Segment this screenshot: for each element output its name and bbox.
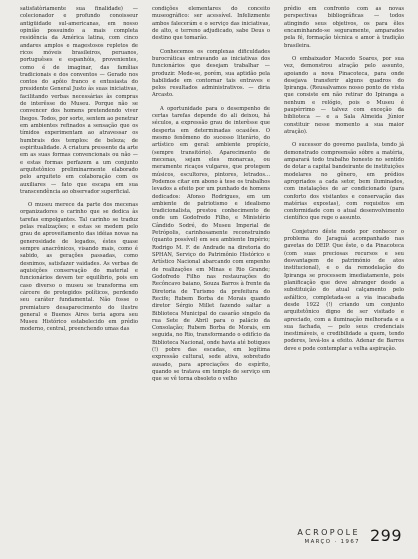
paragraph: O museu merece da parte dos mecenas organizadores o carinho que se dedica às tarefas empolgantes. Tal carinho se traduz pelas realizações; e estas se medem pelo grau de aproveitamento das idéias novas na generosidade de legados, éstes quase sempre anacrônicos, visando mais, como é sabido, as gerações passadas, como desnimos, satisfazer vaidades. As verbas de aquisições conservação do material e funcionários devem ter equilíbrio, pois em caso diverso o museu se transforma em cárcere de protegidos políticos, perdendo seu caráter fundamental. Não fosse o premiaturo desaparecimento do ilustre general e Buenos Aires teria agora seu Museu Histórico estabelecido em prédio moderno, central, preenchendo umas das: [20, 202, 138, 333]
text-column-3: [284, 6, 404, 353]
paragraph: Conjeturo dêste modo por conhecer o problema do Jaraguá acompanhado nas gavetas do DEIP. Que êste, o da Pinacoteca (com suas preciosas recursos e seu desvantagem de património de atos institucional), e o da remodelação do Ipiranga se processem imediatamente, pois planificação que deve abranger desde a substituição do atual calçamento pelo asfáltico, completada-se a via inacabada desde 1922 (!) criando um conjunto arquitetônico digno de ser visitado e apreciado, com a iluminação melhorada e a sua fachada, — pelo seus credenciais inestimáveis, e credibilidade a quem, tendo poderes, levá-los a efeito. Adenar de Barros deve e pode contemplar a velha aspiração.: [284, 228, 404, 352]
paragraph: O sucessor do governo paulista, tendo já demonstrado compreensão sóbre a matéria, amparará todo trabalho honesto no sentido de dotar a capital bandeirante de instituições modelares no gênero, em prédios apropriados a cada setor, bem iluminados, com instalações de ar condicionado (para conforto dos visitantes e conservação das matérias expostas), com requisitos em conformidade com o atual desenvolvimento científico que rege o assunto.: [284, 142, 404, 222]
paragraph: condições elementares do conceito museográfico: ser acessível. Infelizmente ambos falecerám e o serviço das iniciativas, de alto, e terreno adjudicado, sabe Deus o destino que tomarão.: [152, 6, 270, 42]
text-column-2: [152, 6, 270, 384]
paragraph: satisfatòriamente sua finalidade) — colecionador e profundo conoisseur antigüidade sul-americanas, em nosso opinião possuindo a mais completa residência da América latina, com cinco andares amplos e magestosos repletos de ricos móveis brasileiros, peruanos, portuguêses e espanhóis, provenientes, como é de imaginar, das famílias tradicionais e dos conventos — Gerado nos contos do apôio franco e entusiasta do presidente General Justo às suas iniciativas, facilitando verbas necessárias às compras de interêsse do Museu. Porque não se convencer dos homens pretendendo viver lhegos. Todos, por sorte, sentem ao penetrar em ambientes refinados a sensação que os tímidos experimentam ao atravessar os humbrais dos templos: de beleza; de espiritualidade. A criatura pressente da arte em as suas formas convencionais ou não — e estas formas perfazem a um conjunto arquitetônico preliminarmente elaborado pelo arquiteto em colaboração com os auxiliares — fato que escapa em sua transcendência ao observador superficial.: [20, 6, 138, 195]
magazine-masthead: [297, 528, 360, 545]
paragraph: prédio em confronto com as novas perspectivas bibliográficas — todos atingindo seus objetivos, os para êles encaminhando-se seguramente, amparados pela fé, formação técnica e amor à tradição brasileira.: [284, 6, 404, 49]
paragraph: A oportunidade para o desempenho de certas tarefas depende do ali deixou, há séculos, a expressão grau de interêsse que desperta em determinadas ocasiões. O mesmo fenômeno do sucesso literário, do artístico em geral: ambiente propício, (sempre transitório). Aparecimento de mecenas, sejam eles monarcas, ou meramente ricaços vulgares, que protegem músicos, escultores, pintores, letrados... Podemos citar em abono à tese os trabalhos levados a efeito por um punhado de homens dedicados: Afonso Rodrigues, em um ambiente de patriotismo e idealismo tradicionalista, prestou conhecimento de onde um Godofredo Filho, e Ministério Cândido Sodré, do Museu Imperial de Petrópolis, carinhosamente reconstruindo (quanto possível) em seu ambiente Império; Rodrigo M. F. de Andrade na diretoria do SPHAN, Serviço do Patrimônio Histórico e Artístico Nacional abarcando com empenho de realizações em Minas e Rio Grande; Godofredo Filho nas restaurações do Recôncavo baiano, Souza Barros à frente da Diretoria de Turismo da prefeitura do Recife; Rubem Borba de Morais quando diretor Sérgio Millet fazendo saltar a Biblioteca Municipal do casarão singelo da rua Sete de Abril para o palácio da Consolação; Rubem Borba de Morais, em seguida, no Rio, transformando o edifício da Biblioteca Nacional, onde havia até botiques (!) pobre das escadas, em legítima expressão cultural, sede ativa, sobretudo ausado, para apreciações do espírito, quando se tratava em templo de serviço em que se vê torna obsoleto o velho: [152, 105, 270, 383]
text-column-1: [20, 6, 138, 334]
issue-date: MARÇO · 1967: [304, 539, 360, 545]
paragraph: O embaixador Macedo Soares, por sua vez, demonstrou atração pelo assunto, apoiando a nova Pinacoteca, para onde desejava transferir alguns quadros do Ipiranga. (Reusalvamos nosso ponto de vista que consiste em não retirar do Ipiranga a nenhum e relógio, pois o Museu é paupérrimo — talvez com exceção da biblioteca — e a Sala Almeida Júnior constituir nesse momento a sua maior atração).: [284, 55, 404, 135]
magazine-title: ACROPOLE: [297, 528, 360, 537]
paragraph: Conhecemos os complexas dificuldades burocráticas entravando as iniciativas dos funcionários que desejam trabalhar — produzir. Mede-se, porém, sua aptidão pela habilidade em contornar tais entraves e pelos resultados administrativos. — diria Arcasto.: [152, 48, 270, 99]
page-number: 299: [369, 526, 402, 545]
